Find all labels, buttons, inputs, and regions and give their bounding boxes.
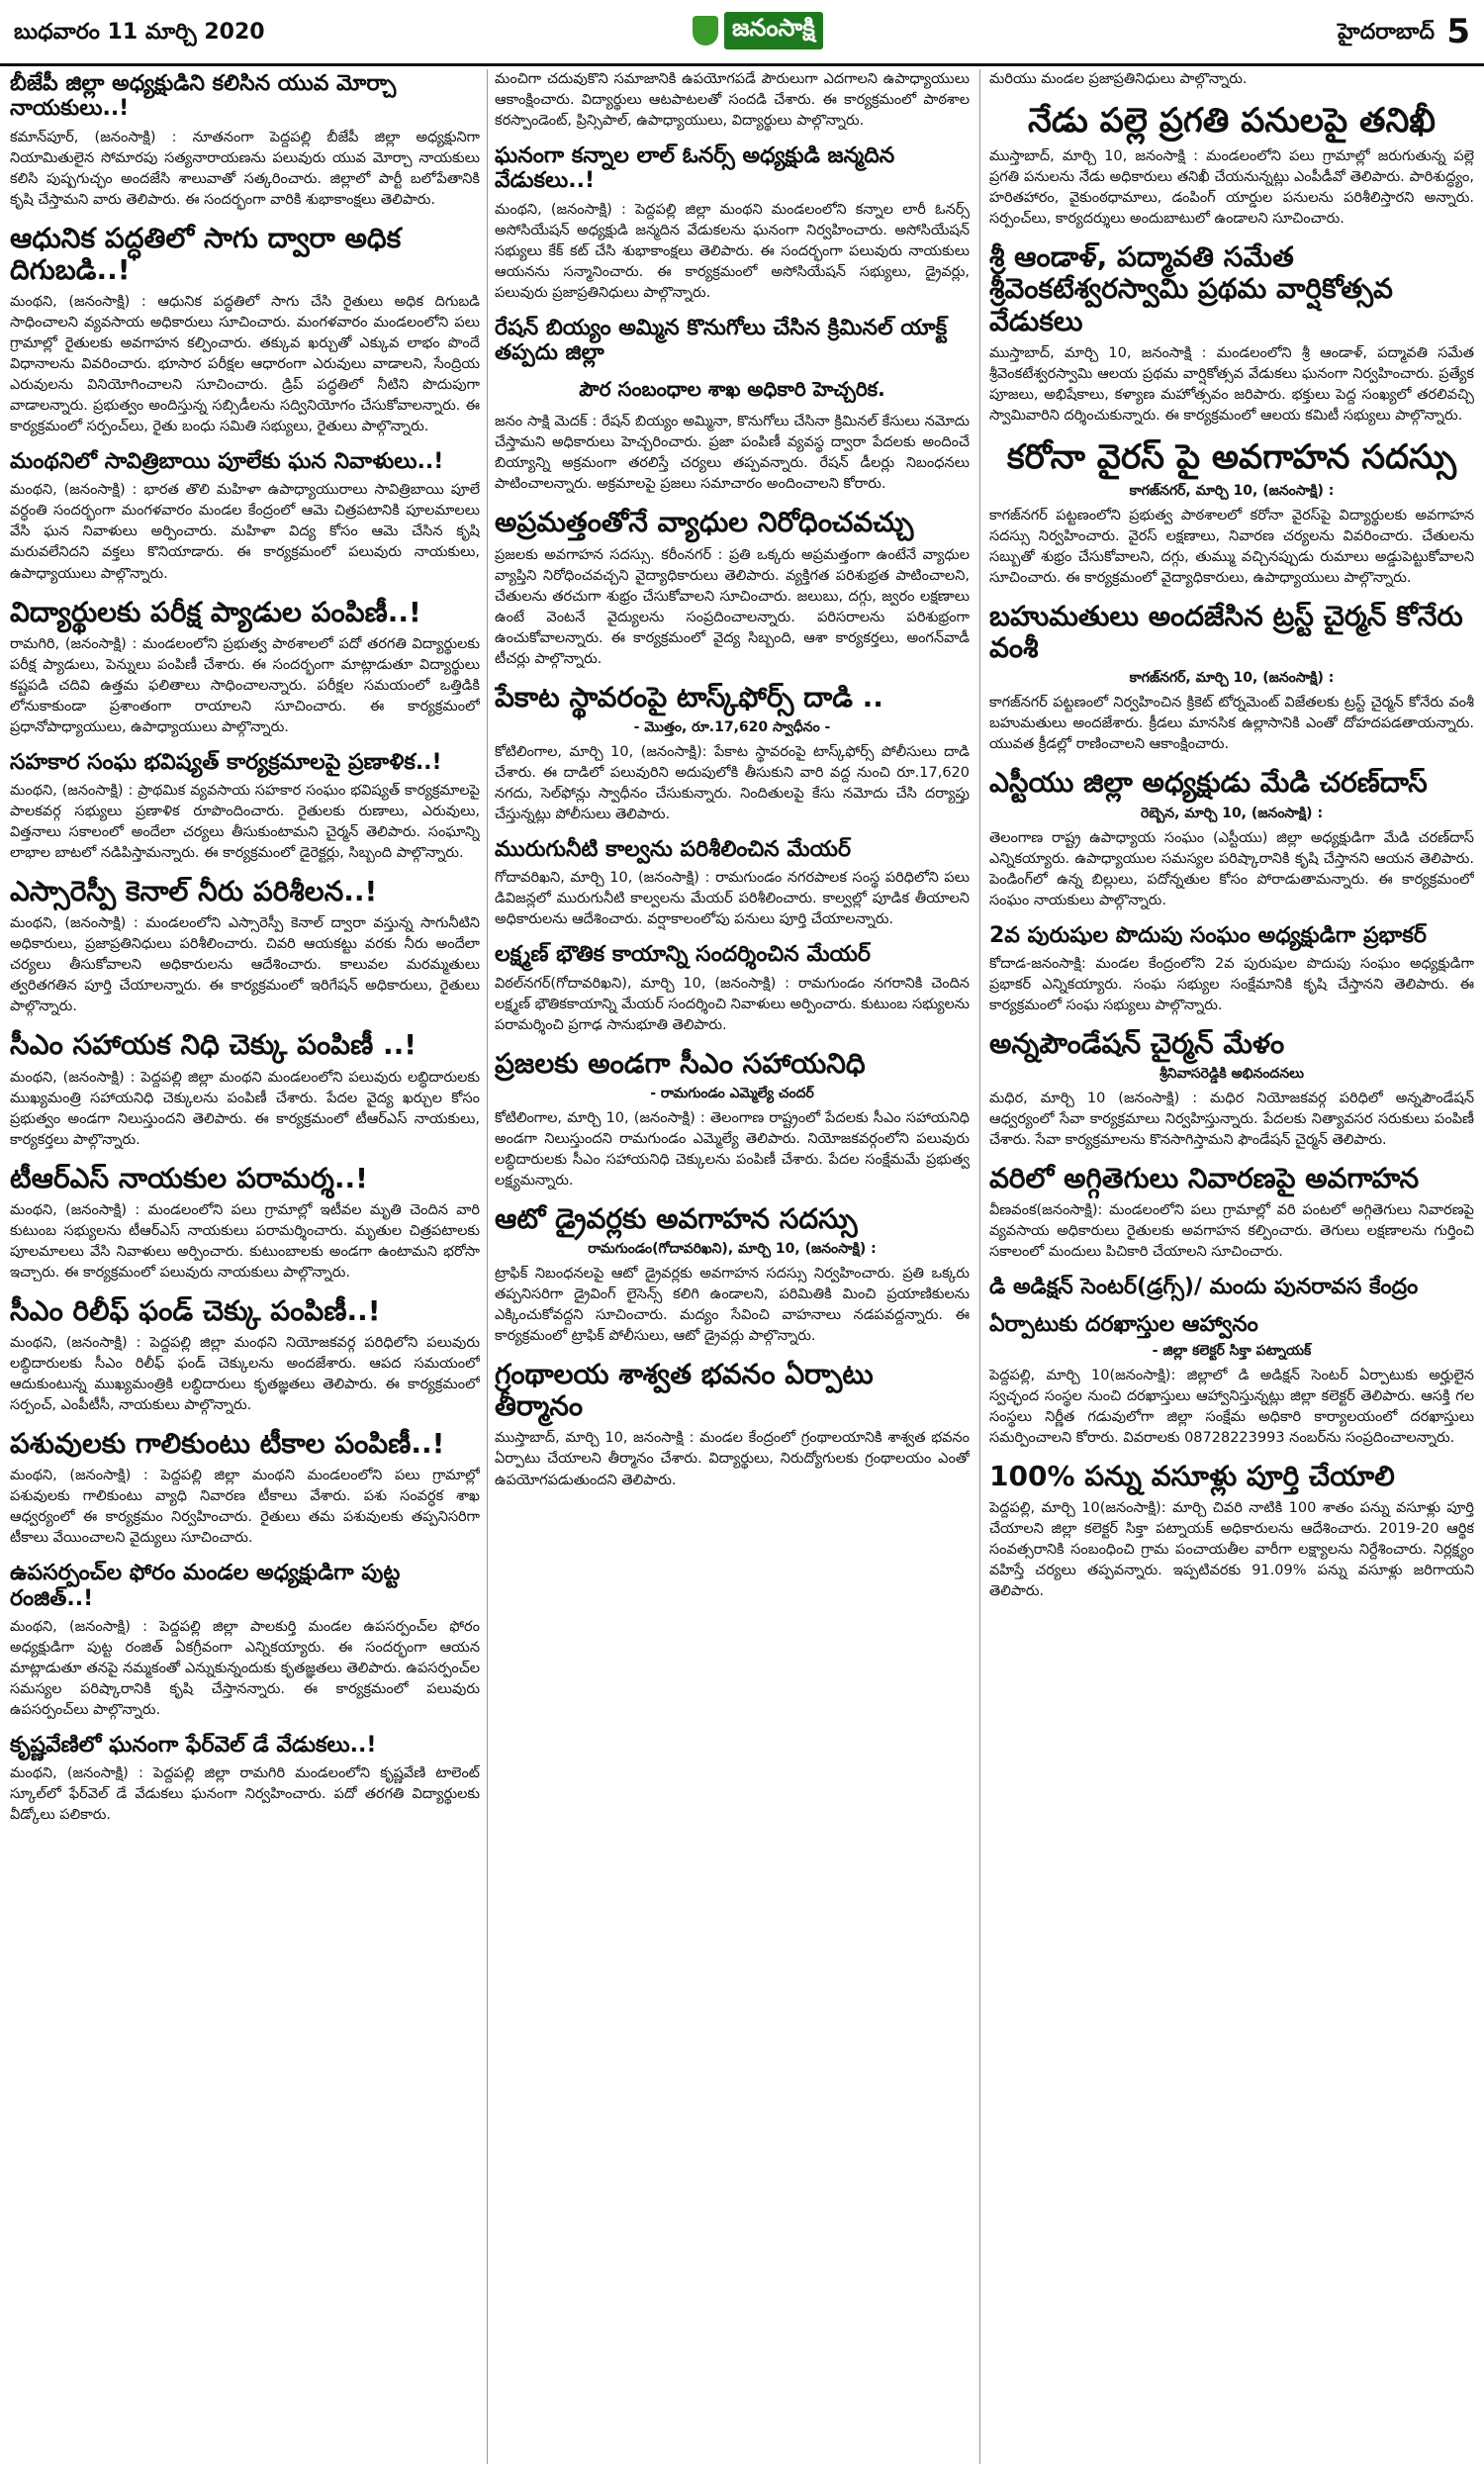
story-body: రామగిరి, (జనంసాక్షి) : మండలంలోని ప్రభుత్వ పాఠశాలలో పదో తరగతి విద్యార్థులకు పరీక్ష ప్యాడులు, పెన్నులు పంపిణీ చేశారు. ఈ సందర్భంగా మాట్లాడుతూ విద్యార్థులు కష్టపడి చదివి ఉత్తమ ఫలితాలు సాధించాలన్నారు. పరీక్షల సమయంలో ఒత్తిడికి లోనుకాకుండా ప్రశాంతంగా రాయాలని సూచించారు. ఈ కార్యక్రమంలో ప్రధానోపాధ్యాయులు, ఉపాధ్యాయులు పాల్గొన్నారు. bbox=[10, 635, 480, 735]
story-headline: ఏర్పాటుకు దరఖాస్తుల ఆహ్వానం bbox=[989, 1311, 1258, 1337]
story-body: ట్రాఫిక్ నిబంధనలపై ఆటో డ్రైవర్లకు అవగాహన సదస్సు నిర్వహించారు. ప్రతి ఒక్కరు తప్పనిసరిగా డ్రైవింగ్ లైసెన్స్ కలిగి ఉండాలని, పరిమితికి మించి ప్రయాణికులను ఎక్కించుకోవద్దని సూచించారు. మద్యం సేవించి వాహనాలు నడపవద్దన్నారు. ఈ కార్యక్రమంలో ట్రాఫిక్ పోలీసులు, ఆటో డ్రైవర్లు పాల్గొన్నారు. bbox=[495, 1266, 970, 1345]
news-story bbox=[10, 449, 480, 584]
story-body: కోదాడ-జనంసాక్షి: మండల కేంద్రంలోని 2వ పురుషుల పొదుపు సంఘం అధ్యక్షుడిగా ప్రభాకర్ ఎన్నికయ్యారు. సంఘ సభ్యుల సంక్షేమానికి కృషి చేస్తానని తెలిపారు. ఈ కార్యక్రమంలో సంఘ సభ్యులు పాల్గొన్నారు. bbox=[989, 955, 1474, 1013]
news-story bbox=[989, 1163, 1474, 1263]
news-story bbox=[495, 143, 970, 304]
story-dateline: - జిల్లా కలెక్టర్ సిక్తా పట్నాయక్ bbox=[1152, 1343, 1312, 1360]
column-1 bbox=[10, 69, 480, 2470]
news-story bbox=[495, 69, 970, 132]
story-body: తెలంగాణ రాష్ట్ర ఉపాధ్యాయ సంఘం (ఎస్టీయు) జిల్లా అధ్యక్షుడిగా మేడి చరణ్‌దాస్ ఎన్నికయ్యారు. ఉపాధ్యాయుల సమస్యల పరిష్కారానికి కృషి చేస్తానని ఆయన తెలిపారు. పెండింగ్‌లో ఉన్న బిల్లులు, పదోన్నతుల కోసం పోరాడుతామన్నారు. ఈ కార్యక్రమంలో సంఘం నాయకులు పాల్గొన్నారు. bbox=[989, 829, 1474, 908]
news-story bbox=[10, 597, 480, 738]
news-story bbox=[10, 223, 480, 437]
news-story bbox=[495, 682, 970, 825]
story-headline: సీఎం సహాయక నిధి చెక్కు పంపిణీ ..! bbox=[10, 1028, 417, 1062]
story-dateline: రెబ్బెన, మార్చి 10, (జనంసాక్షి) : bbox=[1140, 805, 1324, 821]
news-story bbox=[10, 1428, 480, 1549]
story-headline: గ్రంథాలయ శాశ్వత భవనం ఏర్పాటు తీర్మానం bbox=[495, 1358, 874, 1423]
story-dateline: కాగజ్‌నగర్, మార్చి 10, (జనంసాక్షి) : bbox=[1129, 482, 1335, 499]
news-story bbox=[989, 241, 1474, 427]
news-story bbox=[10, 1733, 480, 1826]
story-body: మంచిగా చదువుకొని సమాజానికి ఉపయోగపడే పౌరులుగా ఎదగాలని ఉపాధ్యాయులు ఆకాంక్షించారు. విద్యార్థులు ఆటపాటలతో సందడి చేశారు. ఈ కార్యక్రమంలో పాఠశాల కరస్పాండెంట్, ప్రిన్సిపాల్, ఉపాధ్యాయులు, విద్యార్థులు పాల్గొన్నారు. bbox=[495, 71, 970, 130]
news-story bbox=[495, 1048, 970, 1191]
story-headline: శ్రీ ఆండాళ్, పద్మావతి సమేత శ్రీవెంకటేశ్వరస్వామి ప్రథమ వార్షికోత్సవ వేడుకలు bbox=[989, 240, 1393, 337]
column-3 bbox=[989, 69, 1474, 2470]
story-headline: కృష్ణవేణిలో ఘనంగా ఫేర్‌వెల్ డే వేడుకలు..! bbox=[10, 1733, 377, 1759]
story-body: మంథని, (జనంసాక్షి) : పెద్దపల్లి జిల్లా మంథని మండలంలోని పలు గ్రామాల్లో పశువులకు గాలికుంటు వ్యాధి నివారణ టీకాలు వేశారు. పశు సంవర్ధక శాఖ ఆధ్వర్యంలో ఈ కార్యక్రమం నిర్వహించారు. రైతులు తమ పశువులకు తప్పనిసరిగా టీకాలు వేయించాలని వైద్యులు సూచించారు. bbox=[10, 1468, 480, 1547]
story-body: మంథని, (జనంసాక్షి) : పెద్దపల్లి జిల్లా మంథని నియోజకవర్గ పరిధిలోని పలువురు లబ్ధిదారులకు సీఎం రిలీఫ్ ఫండ్ చెక్కులను అందజేశారు. ఆపద సమయంలో ఆదుకుంటున్న ముఖ్యమంత్రికి లబ్ధిదారులు కృతజ్ఞతలు తెలిపారు. ఈ కార్యక్రమంలో సర్పంచ్, ఎంపీటీసీ, నాయకులు పాల్గొన్నారు. bbox=[10, 1335, 480, 1414]
story-headline: అప్రమత్తంతోనే వ్యాధుల నిరోధించవచ్చు bbox=[495, 506, 914, 539]
story-headline: ఎస్సారెస్పీ కెనాల్ నీరు పరిశీలన..! bbox=[10, 875, 378, 908]
story-headline: కరోనా వైరస్ పై అవగాహన సదస్సు bbox=[1006, 436, 1457, 477]
story-body: కాగజ్‌నగర్ పట్టణంలోని ప్రభుత్వ పాఠశాలలో కరోనా వైరస్‌పై విద్యార్థులకు అవగాహన సదస్సు నిర్వహించారు. వైరస్ లక్షణాలు, నివారణ చర్యలను వివరించారు. చేతులను సబ్బుతో శుభ్రం చేసుకోవాలని, దగ్గు, తుమ్ము వచ్చినప్పుడు రుమాలు అడ్డుపెట్టుకోవాలని సూచించారు. ఈ కార్యక్రమంలో వైద్యాధికారులు, ఉపాధ్యాయులు పాల్గొన్నారు. bbox=[989, 507, 1474, 586]
logo-hand-icon bbox=[693, 16, 718, 46]
page-number: 5 bbox=[1446, 12, 1470, 51]
story-headline: మంథనిలో సావిత్రిబాయి పూలేకు ఘన నివాళులు..! bbox=[10, 449, 444, 475]
news-story bbox=[10, 1163, 480, 1284]
news-story bbox=[989, 102, 1474, 230]
newspaper-logo bbox=[693, 12, 823, 49]
story-headline: 100% పన్ను వసూళ్లు పూర్తి చేయాలి bbox=[989, 1460, 1395, 1493]
story-headline: సహకార సంఘ భవిష్యత్ కార్యక్రమాలపై ప్రణాళిక..! bbox=[10, 749, 442, 775]
story-headline: ఉపసర్పంచ్‌ల ఫోరం మండల అధ్యక్షుడిగా పుట్ట రంజిత్..! bbox=[10, 1561, 401, 1611]
news-story bbox=[495, 377, 970, 495]
news-story bbox=[10, 876, 480, 1017]
story-body: మంథని, (జనంసాక్షి) : పెద్దపల్లి జిల్లా రామగిరి మండలంలోని కృష్ణవేణి టాలెంట్ స్కూల్‌లో ఫేర్‌వెల్ డే వేడుకలు ఘనంగా నిర్వహించారు. పదో తరగతి విద్యార్థులకు వీడ్కోలు పలికారు. bbox=[10, 1765, 480, 1824]
story-headline: ప్రజలకు అండగా సీఎం సహాయనిధి bbox=[495, 1046, 866, 1080]
story-body: కోటిలింగాల, మార్చి 10, (జనంసాక్షి) : తెలంగాణ రాష్ట్రంలో పేదలకు సీఎం సహాయనిధి అండగా నిలుస్తుందని రామగుండం ఎమ్మెల్యే తెలిపారు. నియోజకవర్గంలోని పలువురు లబ్ధిదారులకు సీఎం సహాయనిధి చెక్కులను పంపిణీ చేశారు. పేదల సంక్షేమమే ప్రభుత్వ లక్ష్యమన్నారు. bbox=[495, 1109, 970, 1189]
story-headline: అన్నపౌండేషన్ చైర్మన్ మేళం bbox=[989, 1026, 1285, 1060]
story-body: మరియు మండల ప్రజాప్రతినిధులు పాల్గొన్నారు. bbox=[989, 71, 1248, 87]
story-body: మంథని, (జనంసాక్షి) : పెద్దపల్లి జిల్లా మంథని మండలంలోని పలువురు లబ్ధిదారులకు ముఖ్యమంత్రి సహాయనిధి చెక్కులను పంపిణీ చేశారు. పేదల వైద్య ఖర్చుల కోసం ప్రభుత్వం అండగా నిలుస్తుందని తెలిపారు. ఈ కార్యక్రమంలో టీఆర్ఎస్ నాయకులు, కార్యకర్తలు పాల్గొన్నారు. bbox=[10, 1069, 480, 1148]
story-headline: బహుమతులు అందజేసిన ట్రస్ట్ చైర్మన్ కోనేరు వంశీ bbox=[989, 599, 1463, 665]
news-story bbox=[495, 507, 970, 669]
story-body: మంథని, (జనంసాక్షి) : ప్రాథమిక వ్యవసాయ సహకార సంఘం భవిష్యత్ కార్యక్రమాలపై పాలకవర్గ సభ్యులు ప్రణాళిక రూపొందించారు. రైతులకు రుణాలు, ఎరువులు, విత్తనాలు సకాలంలో అందేలా చర్యలు తీసుకుంటామని చైర్మన్ తెలిపారు. సంఘాన్ని లాభాల బాటలో నడిపిస్తామన్నారు. ఈ కార్యక్రమంలో డైరెక్టర్లు, సిబ్బంది పాల్గొన్నారు. bbox=[10, 783, 480, 862]
story-dateline: శ్రీనివాసరెడ్డికి అభినందనలు bbox=[1159, 1066, 1304, 1083]
news-story bbox=[10, 1295, 480, 1416]
story-headline: లక్ష్మణ్ భౌతిక కాయాన్ని సందర్శించిన మేయర్ bbox=[495, 942, 871, 968]
story-body: పెద్దపల్లి, మార్చి 10(జనంసాక్షి): జిల్లాలో డి అడిక్షన్ సెంటర్ ఏర్పాటుకు అర్హులైన స్వచ్ఛంద సంస్థల నుంచి దరఖాస్తులు ఆహ్వానిస్తున్నట్లు జిల్లా కలెక్టర్ తెలిపారు. ఆసక్తి గల సంస్థలు నిర్ణీత గడువులోగా జిల్లా సంక్షేమ అధికారి కార్యాలయంలో దరఖాస్తులు సమర్పించాలని కోరారు. వివరాలకు 08728223993 నంబర్‌ను సంప్రదించాలన్నారు. bbox=[989, 1368, 1474, 1447]
story-dateline: రామగుండం(గోదావరిఖని), మార్చి 10, (జనంసాక్షి) : bbox=[588, 1241, 877, 1258]
story-body: కోటిలింగాల, మార్చి 10, (జనంసాక్షి): పేకాట స్థావరంపై టాస్క్‌ఫోర్స్ పోలీసులు దాడి చేశారు. ఈ దాడిలో పలువురిని అదుపులోకి తీసుకుని వారి వద్ద నుంచి రూ.17,620 నగదు, సెల్‌ఫోన్లు స్వాధీనం చేసుకున్నారు. నిందితులపై కేసు నమోదు చేసి దర్యాప్తు చేస్తున్నట్లు పోలీసులు తెలిపారు. bbox=[495, 743, 970, 822]
news-story bbox=[989, 69, 1474, 90]
news-story bbox=[989, 1461, 1474, 1602]
news-story bbox=[989, 1028, 1474, 1151]
news-story bbox=[495, 1359, 970, 1490]
story-body: మంథని, (జనంసాక్షి) : ఆధునిక పద్ధతిలో సాగు చేసి రైతులు అధిక దిగుబడి సాధించాలని వ్యవసాయ అధికారులు సూచించారు. మంగళవారం మండలంలోని పలు గ్రామాల్లో రైతులకు అవగాహన కల్పించారు. తక్కువ ఖర్చుతో ఎక్కువ లాభం పొందే విధానాలను వివరించారు. భూసార పరీక్షల ఆధారంగా ఎరువులు వాడాలని, సేంద్రియ ఎరువులను వినియోగించాలని సూచించారు. డ్రిప్ పద్ధతిలో నీటిని పొదుపుగా వాడాలన్నారు. ప్రభుత్వం అందిస్తున్న సబ్సిడీలను సద్వినియోగం చేసుకోవాలన్నారు. ఈ కార్యక్రమంలో సర్పంచ్‌లు, రైతు బంధు సమితి సభ్యులు, రైతులు పాల్గొన్నారు. bbox=[10, 294, 480, 435]
column-2 bbox=[495, 69, 970, 2470]
news-story bbox=[989, 1312, 1474, 1449]
story-headline: విద్యార్థులకు పరీక్ష ప్యాడుల పంపిణీ..! bbox=[10, 595, 421, 628]
story-subheadline: పౌర సంబంధాల శాఖ అధికారి హెచ్చరిక. bbox=[579, 377, 885, 402]
news-story bbox=[10, 750, 480, 864]
news-story bbox=[989, 1275, 1474, 1299]
story-headline: ఆధునిక పద్ధతిలో సాగు ద్వారా అధిక దిగుబడి..! bbox=[10, 221, 402, 286]
story-body: మంథని, (జనంసాక్షి) : పెద్దపల్లి జిల్లా మంథని మండలంలోని కన్నాల లారీ ఓనర్స్ అసోసియేషన్ అధ్యక్షుడి జన్మదిన వేడుకలను ఘనంగా నిర్వహించారు. అసోసియేషన్ సభ్యులు కేక్ కట్ చేసి శుభాకాంక్షలు తెలిపారు. ఈ సందర్భంగా పలువురు నాయకులు ఆయనను సన్మానించారు. ఈ కార్యక్రమంలో అసోసియేషన్ సభ్యులు, డ్రైవర్లు, పలువురు ప్రజాప్రతినిధులు పాల్గొన్నారు. bbox=[495, 201, 970, 301]
story-body: మంథని, (జనంసాక్షి) : భారత తొలి మహిళా ఉపాధ్యాయురాలు సావిత్రిబాయి పూలే వర్ధంతి సందర్భంగా మంగళవారం మండల కేంద్రంలో ఆమె చిత్రపటానికి పూలమాలలు వేసి ఘన నివాళులు అర్పించారు. మహిళా విద్య కోసం ఆమె చేసిన కృషి మరువలేనిదని వక్తలు కొనియాడారు. ఈ కార్యక్రమంలో పలువురు నాయకులు, ఉపాధ్యాయులు పాల్గొన్నారు. bbox=[10, 482, 480, 582]
story-headline: వరిలో అగ్గితెగులు నివారణపై అవగాహన bbox=[989, 1162, 1420, 1195]
news-story bbox=[10, 71, 480, 211]
news-story bbox=[10, 1029, 480, 1150]
story-headline: నేడు పల్లె ప్రగతి పనులపై తనిఖీ bbox=[1027, 101, 1437, 142]
story-dateline: కాగజ్‌నగర్, మార్చి 10, (జనంసాక్షి) : bbox=[1129, 670, 1335, 687]
news-story bbox=[989, 438, 1474, 589]
news-story bbox=[989, 767, 1474, 910]
story-headline: 2వ పురుషుల పొదుపు సంఘం అధ్యక్షుడిగా ప్రభాకర్ bbox=[989, 922, 1427, 948]
edition-city: హైదరాబాద్ bbox=[1338, 20, 1435, 45]
story-body: మంథని, (జనంసాక్షి) : మండలంలోని ఎస్సారెస్పీ కెనాల్ ద్వారా వస్తున్న సాగునీటిని అధికారులు, ప్రజాప్రతినిధులు పరిశీలించారు. చివరి ఆయకట్టు వరకు నీరు అందేలా చర్యలు తీసుకోవాలని అధికారులను ఆదేశించారు. కాలువల మరమ్మతులు త్వరితగతిన పూర్తి చేయాలన్నారు. ఈ కార్యక్రమంలో ఇరిగేషన్ అధికారులు, రైతులు పాల్గొన్నారు. bbox=[10, 915, 480, 1015]
news-story bbox=[495, 1203, 970, 1347]
story-body: మంథని, (జనంసాక్షి) : పెద్దపల్లి జిల్లా పాలకుర్తి మండల ఉపసర్పంచ్‌ల ఫోరం అధ్యక్షుడిగా పుట్ట రంజిత్ ఏకగ్రీవంగా ఎన్నికయ్యారు. ఈ సందర్భంగా ఆయన మాట్లాడుతూ తనపై నమ్మకంతో ఎన్నుకున్నందుకు కృతజ్ఞతలు తెలిపారు. ఉపసర్పంచ్‌ల సమస్యల పరిష్కారానికి కృషి చేస్తానన్నారు. ఈ కార్యక్రమంలో పలువురు ఉపసర్పంచ్‌లు పాల్గొన్నారు. bbox=[10, 1619, 480, 1719]
news-story bbox=[10, 1561, 480, 1721]
story-body: వీణవంక(జనంసాక్షి): మండలంలోని పలు గ్రామాల్లో వరి పంటలో అగ్గితెగులు నివారణపై వ్యవసాయ అధికారులు రైతులకు అవగాహన కల్పించారు. తెగులు లక్షణాలను గుర్తించి సకాలంలో మందులు పిచికారి చేయాలని సూచించారు. bbox=[989, 1202, 1474, 1261]
story-headline: టీఆర్ఎస్ నాయకుల పరామర్శ..! bbox=[10, 1161, 368, 1194]
story-headline: డి అడిక్షన్ సెంటర్(డ్రగ్స్)/ మందు పునరావస కేంద్రం bbox=[989, 1275, 1419, 1300]
story-body: కాగజ్‌నగర్ పట్టణంలో నిర్వహించిన క్రికెట్ టోర్నమెంట్ విజేతలకు ట్రస్ట్ చైర్మన్ కోనేరు వంశీ బహుమతులు అందజేశారు. క్రీడలు మానసిక ఉల్లాసానికి ఎంతో దోహదపడతాయన్నారు. యువత క్రీడల్లో రాణించాలని ఆకాంక్షించారు. bbox=[989, 695, 1474, 753]
story-body: గోదావరిఖని, మార్చి 10, (జనంసాక్షి) : రామగుండం నగరపాలక సంస్థ పరిధిలోని పలు డివిజన్లలో మురుగునీటి కాల్వలను మేయర్ పరిశీలించారు. కాల్వల్లో పూడిక తీయాలని అధికారులను ఆదేశించారు. వర్షాకాలంలోపు పనులు పూర్తి చేయాలన్నారు. bbox=[495, 870, 970, 928]
story-body: ముస్తాబాద్, మార్చి 10, జనంసాక్షి : మండలంలోని శ్రీ ఆండాళ్, పద్మావతి సమేత శ్రీవెంకటేశ్వరస్వామి ఆలయ ప్రథమ వార్షికోత్సవ వేడుకలు ఘనంగా నిర్వహించారు. ప్రత్యేక పూజలు, అభిషేకాలు, కళ్యాణ మహోత్సవం జరిపారు. భక్తులు పెద్ద సంఖ్యలో తరలివచ్చి స్వామివారిని దర్శించుకున్నారు. ఈ కార్యక్రమంలో ఆలయ కమిటీ సభ్యులు పాల్గొన్నారు. bbox=[989, 344, 1474, 424]
masthead bbox=[0, 0, 1484, 66]
story-headline: ఎస్టీయు జిల్లా అధ్యక్షుడు మేడి చరణ్‌దాస్ bbox=[989, 766, 1428, 800]
story-dateline: - రామగుండం ఎమ్మెల్యే చందర్ bbox=[650, 1085, 814, 1101]
story-headline: మురుగునీటి కాల్వను పరిశీలించిన మేయర్ bbox=[495, 836, 851, 862]
story-body: మధిర, మార్చి 10 (జనంసాక్షి) : మధిర నియోజకవర్గ పరిధిలో అన్నపౌండేషన్ ఆధ్వర్యంలో సేవా కార్యక్రమాలు నిర్వహిస్తున్నారు. పేదలకు నిత్యావసర సరుకులు పంపిణీ చేశారు. సేవా కార్యక్రమాలను కొనసాగిస్తామని ఫౌండేషన్ చైర్మన్ తెలిపారు. bbox=[989, 1091, 1474, 1149]
story-headline: ఘనంగా కన్నాల లాల్ ఓనర్స్ అధ్యక్షుడి జన్మదిన వేడుకలు..! bbox=[495, 143, 895, 194]
story-headline: పేకాట స్థావరంపై టాస్క్‌ఫోర్స్ దాడి .. bbox=[495, 680, 883, 714]
issue-date: బుధవారం 11 మార్చి 2020 bbox=[14, 20, 265, 45]
story-body: ముస్తాబాద్, మార్చి 10, జనంసాక్షి : మండలంలోని పలు గ్రామాల్లో జరుగుతున్న పల్లె ప్రగతి పనులను నేడు అధికారులు తనిఖీ చేయనున్నట్లు ఎంపీడీవో తెలిపారు. పారిశుద్ధ్యం, హరితహారం, వైకుంఠధామాలు, డంపింగ్ యార్డుల పనులను పరిశీలిస్తారని అన్నారు. సర్పంచ్‌లు, కార్యదర్శులు అందుబాటులో ఉండాలని సూచించారు. bbox=[989, 148, 1474, 228]
story-body: ప్రజలకు అవగాహన సదస్సు. కరీంనగర్ : ప్రతి ఒక్కరు అప్రమత్తంగా ఉంటేనే వ్యాధుల వ్యాప్తిని నిరోధించవచ్చని వైద్యాధికారులు తెలిపారు. వ్యక్తిగత పరిశుభ్రత పాటించాలని, చేతులను తరచుగా శుభ్రం చేసుకోవాలని సూచించారు. జలుబు, దగ్గు, జ్వరం లక్షణాలు ఉంటే వెంటనే వైద్యులను సంప్రదించాలన్నారు. పరిసరాలను పరిశుభ్రంగా ఉంచుకోవాలన్నారు. ఈ కార్యక్రమంలో వైద్య సిబ్బంది, ఆశా కార్యకర్తలు, అంగన్‌వాడీ టీచర్లు పాల్గొన్నారు. bbox=[495, 546, 970, 667]
news-story bbox=[989, 601, 1474, 755]
story-headline: పశువులకు గాలికుంటు టీకాల పంపిణీ..! bbox=[10, 1427, 445, 1461]
news-story bbox=[989, 923, 1474, 1016]
news-story bbox=[495, 316, 970, 366]
story-headline: రేషన్ బియ్యం అమ్మిన కొనుగోలు చేసిన క్రిమినల్ యాక్ట్ తప్పదు జిల్లా bbox=[495, 315, 948, 366]
story-headline: బీజేపీ జిల్లా అధ్యక్షుడిని కలిసిన యువ మోర్చా నాయకులు..! bbox=[10, 71, 397, 122]
story-body: జనం సాక్షి మెదక్ : రేషన్ బియ్యం అమ్మినా, కొనుగోలు చేసినా క్రిమినల్ కేసులు నమోదు చేస్తామని అధికారులు హెచ్చరించారు. ప్రజా పంపిణీ వ్యవస్థ ద్వారా పేదలకు అందించే బియ్యాన్ని అక్రమంగా తరలిస్తే చర్యలు తప్పవన్నారు. రేషన్ డీలర్లు నిబంధనలు పాటించాలన్నారు. అక్రమాలపై ప్రజలు సమాచారం అందించాలని కోరారు. bbox=[495, 414, 970, 493]
story-body: కమాన్‌పూర్, (జనంసాక్షి) : నూతనంగా పెద్దపల్లి బీజేపీ జిల్లా అధ్యక్షునిగా నియామితులైన సోమారపు సత్యనారాయణను పలువురు యువ మోర్చా నాయకులు కలిసి పుష్పగుచ్ఛం అందజేసి శాలువాతో సత్కరించారు. జిల్లాలో పార్టీ బలోపేతానికి కృషి చేస్తామని వారు తెలిపారు. ఈ సందర్భంగా వారికి శుభాకాంక్షలు తెలిపారు. bbox=[10, 129, 480, 208]
story-body: పెద్దపల్లి, మార్చి 10(జనంసాక్షి): మార్చి చివరి నాటికి 100 శాతం పన్ను వసూళ్లు పూర్తి చేయాలని జిల్లా కలెక్టర్ సిక్తా పట్నాయక్ అధికారులను ఆదేశించారు. 2019-20 ఆర్థిక సంవత్సరానికి సంబంధించి గ్రామ పంచాయతీల వారీగా లక్ష్యాలను నిర్దేశించారు. నిర్లక్ష్యం వహిస్తే చర్యలు తప్పవన్నారు. ఇప్పటివరకు 91.09% పన్ను వసూళ్లు జరిగాయని తెలిపారు. bbox=[989, 1500, 1474, 1600]
column-divider bbox=[979, 69, 980, 2464]
news-story bbox=[495, 942, 970, 1035]
story-headline: సీఎం రిలీఫ్ ఫండ్ చెక్కు పంపిణీ..! bbox=[10, 1293, 381, 1327]
logo-name: జనంసాక్షి bbox=[724, 12, 823, 49]
story-body: మంథని, (జనంసాక్షి) : మండలంలోని పలు గ్రామాల్లో ఇటీవల మృతి చెందిన వారి కుటుంబ సభ్యులను టీఆర్ఎస్ నాయకులు పరామర్శించారు. మృతుల చిత్రపటాలకు పూలమాలలు వేసి నివాళులు అర్పించారు. కుటుంబాలకు అండగా ఉంటామని భరోసా ఇచ్చారు. ఈ కార్యక్రమంలో పలువురు నాయకులు పాల్గొన్నారు. bbox=[10, 1201, 480, 1281]
story-body: విఠల్‌నగర్(గోదావరిఖని), మార్చి 10, (జనంసాక్షి) : రామగుండం నగరానికి చెందిన లక్ష్మణ్ భౌతికకాయాన్ని మేయర్ సందర్శించి నివాళులు అర్పించారు. కుటుంబ సభ్యులను పరామర్శించి ప్రగాఢ సానుభూతి తెలిపారు. bbox=[495, 975, 970, 1033]
news-story bbox=[495, 837, 970, 930]
story-headline: ఆటో డ్రైవర్లకు అవగాహన సదస్సు bbox=[495, 1201, 858, 1235]
story-body: ముస్తాబాద్, మార్చి 10, జనంసాక్షి : మండల కేంద్రంలో గ్రంథాలయానికి శాశ్వత భవనం ఏర్పాటు చేయాలని తీర్మానం చేశారు. విద్యార్థులు, నిరుద్యోగులకు గ్రంథాలయం ఎంతో ఉపయోగపడుతుందని తెలిపారు. bbox=[495, 1430, 970, 1488]
story-dateline: - మొత్తం, రూ.17,620 స్వాధీనం - bbox=[633, 718, 831, 735]
column-divider bbox=[487, 69, 488, 2464]
